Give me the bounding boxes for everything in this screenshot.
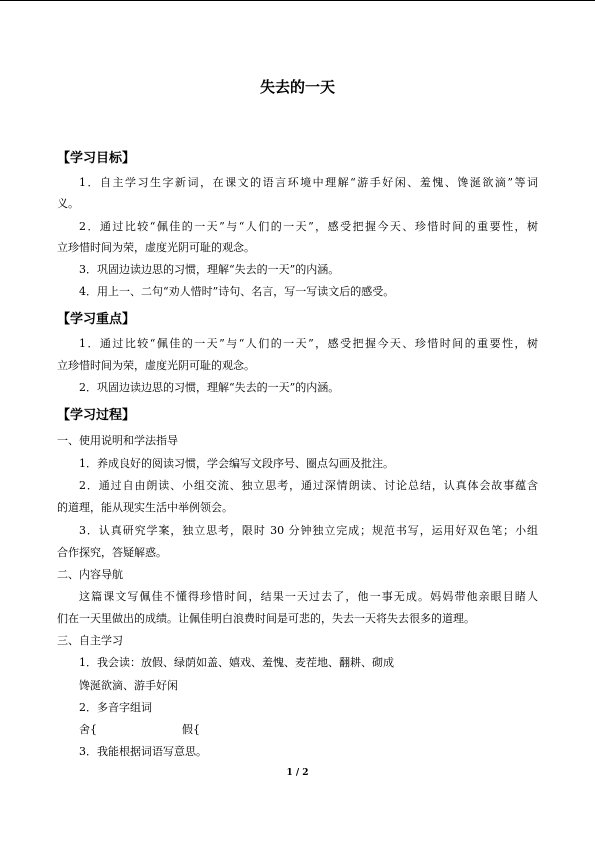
process-1-2-line-1: 2．通过自由朗读、小组交流、独立思考，通过深情朗读、讨论总结，认真体会故事蕴含	[79, 479, 538, 492]
goal-2-line-1: 2．通过比较“佩佳的一天”与“人们的一天”，感受把握今天、珍惜时间的重要性，树	[79, 220, 538, 233]
heading-key-points: 【学习重点】	[57, 312, 136, 327]
goal-4: 4．用上一、二句“劝人惜时”诗句、名言，写一写读文后的感受。	[79, 285, 395, 298]
key-1-line-1: 1．通过比较“佩佳的一天”与“人们的一天”，感受把握今天、珍惜时间的重要性，树	[79, 337, 538, 350]
page-number: 1 / 2	[286, 768, 309, 778]
content-guide-line-2: 们在一天里做出的成绩。让佩佳明白浪费时间是可悲的，失去一天将失去很多的道理。	[57, 612, 475, 625]
goal-3: 3．巩固边读边思的习惯，理解“失去的一天”的内涵。	[79, 263, 340, 276]
heading-learning-goals: 【学习目标】	[57, 151, 136, 166]
polyphone-she: 舍{	[79, 723, 97, 736]
process-part-2-title: 二、内容导航	[57, 568, 123, 581]
self-study-2: 2．多音字组词	[79, 701, 152, 714]
process-1-3-line-2: 合作探究，答疑解惑。	[57, 546, 167, 559]
content-guide-line-1: 这篇课文写佩佳不懂得珍惜时间，结果一天过去了，他一事无成。妈妈带他亲眼目睹人	[79, 590, 538, 603]
process-part-1-title: 一、使用说明和学法指导	[57, 434, 178, 447]
process-1-2-line-2: 的道理，能从现实生活中举例领会。	[57, 501, 233, 514]
heading-learning-process: 【学习过程】	[57, 408, 136, 423]
self-study-3: 3．我能根据词语写意思。	[79, 745, 207, 758]
process-1-1: 1．养成良好的阅读习惯，学会编写文段序号、圈点勾画及批注。	[79, 457, 394, 470]
page-title: 失去的一天	[259, 78, 335, 96]
polyphone-jia: 假{	[182, 723, 200, 736]
process-1-3-line-1: 3．认真研究学案，独立思考，限时 30 分钟独立完成；规范书写，运用好双色笔；小组	[79, 524, 538, 537]
self-study-1-line-1: 1．我会读：放假、绿荫如盖、嬉戏、羞愧、麦茬地、翻耕、砌成	[79, 656, 394, 669]
goal-2-line-2: 立珍惜时间为荣，虚度光阴可耻的观念。	[57, 241, 255, 254]
key-1-line-2: 立珍惜时间为荣，虚度光阴可耻的观念。	[57, 359, 255, 372]
goal-1-line-1: 1．自主学习生字新词，在课文的语言环境中理解“游手好闲、羞愧、馋涎欲滴”等词	[79, 176, 538, 189]
goal-1-line-2: 义。	[57, 197, 79, 210]
process-part-3-title: 三、自主学习	[57, 634, 123, 647]
self-study-1-line-2: 馋涎欲滴、游手好闲	[79, 679, 178, 692]
key-2: 2．巩固边读边思的习惯，理解“失去的一天”的内涵。	[79, 381, 340, 394]
